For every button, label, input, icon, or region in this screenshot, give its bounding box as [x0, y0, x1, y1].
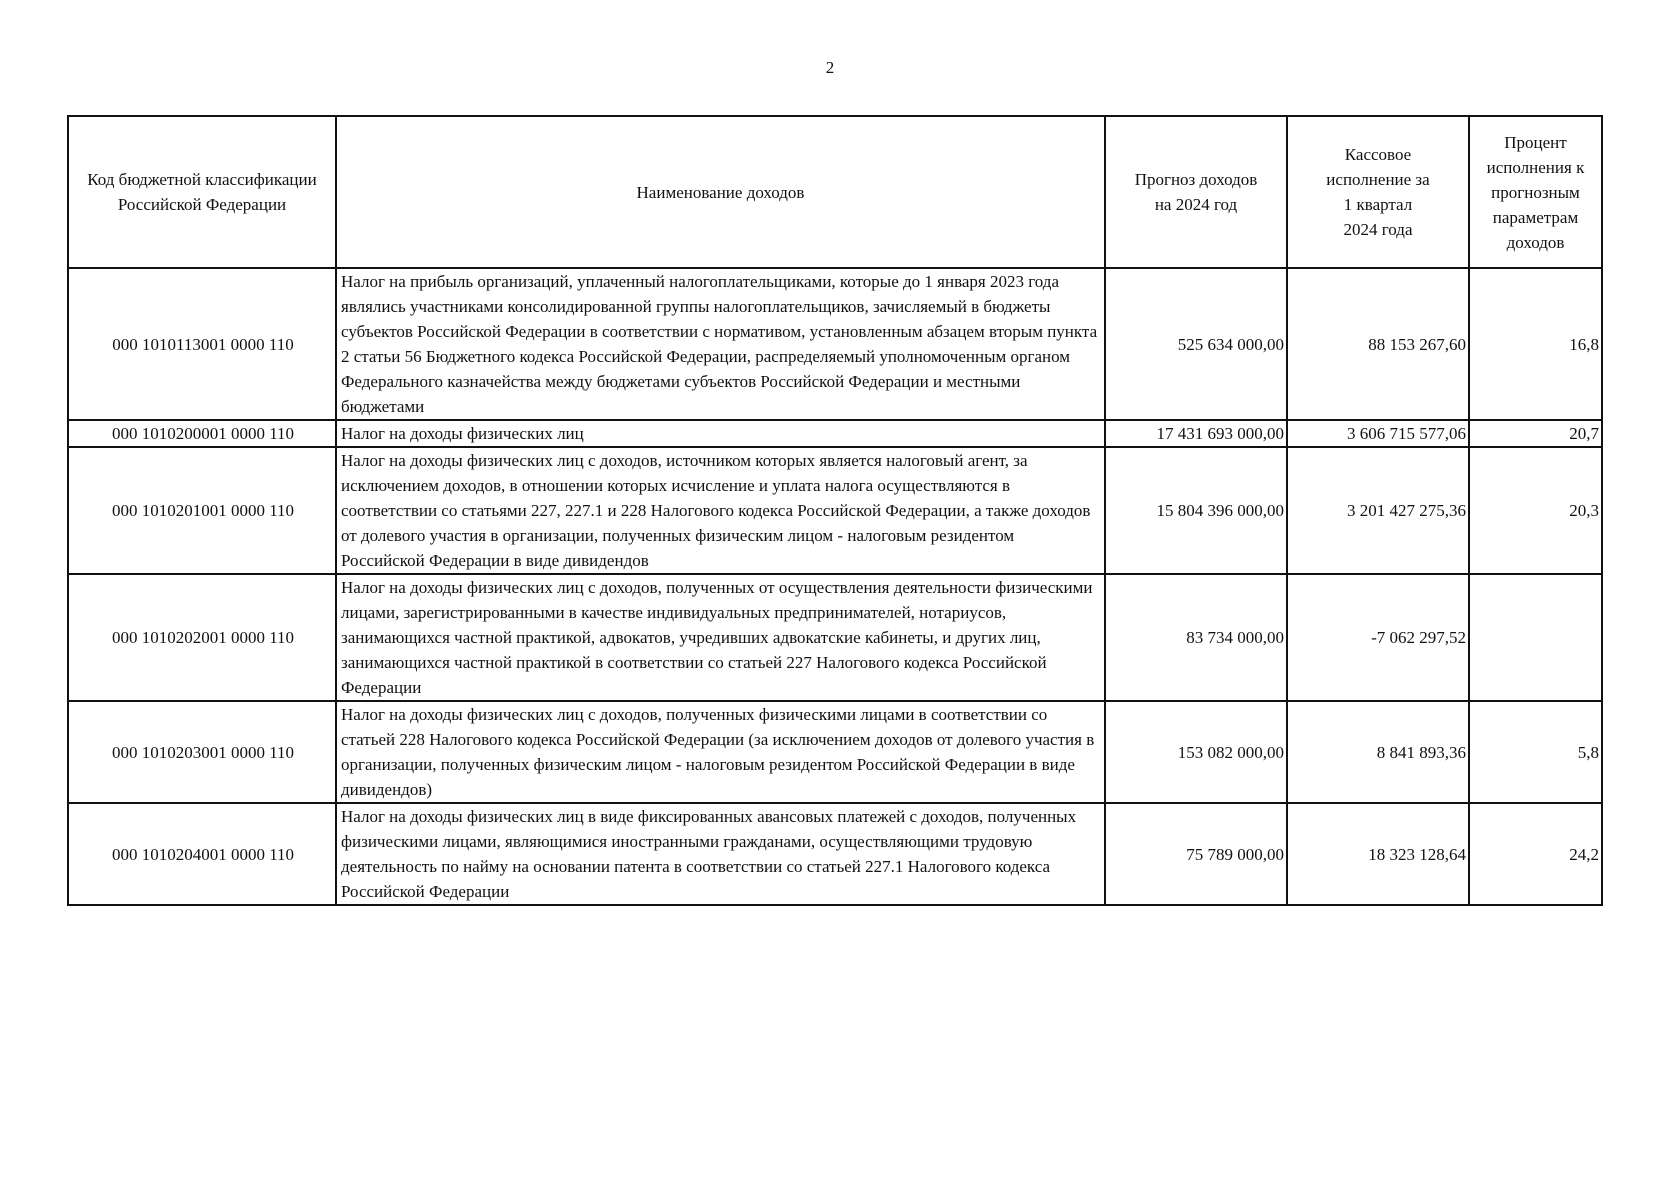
- header-percent: Процент исполнения к прогнозным параметрам доходов: [1469, 116, 1602, 268]
- header-code: Код бюджетной классификации Российской Федерации: [68, 116, 336, 268]
- row-cash: 3 606 715 577,06: [1287, 420, 1469, 447]
- row-code: 000 1010113001 0000 110: [68, 268, 336, 420]
- row-cash: 3 201 427 275,36: [1287, 447, 1469, 574]
- table-row: [68, 803, 1602, 905]
- table-header-row: [68, 116, 1602, 268]
- table-row: [68, 447, 1602, 574]
- table-row: [68, 420, 1602, 447]
- table-row: [68, 268, 1602, 420]
- row-code: 000 1010202001 0000 110: [68, 574, 336, 701]
- row-forecast: 83 734 000,00: [1105, 574, 1287, 701]
- row-name: Налог на прибыль организаций, уплаченный налогоплательщиками, которые до 1 января 2023 года являлись участниками консолидированной группы налогоплательщиков, зачисляемый в бюджеты субъектов Российской Федерации в соответствии с нормативом, установленным абзацем вторым пункта 2 статьи 56 Бюджетного кодекса Российской Федерации, распределяемый уполномоченным органом Федерального казначейства между бюджетами субъектов Российской Федерации и местными бюджетами: [336, 268, 1105, 420]
- row-percent: 20,7: [1469, 420, 1602, 447]
- row-code: 000 1010200001 0000 110: [68, 420, 336, 447]
- row-forecast: 525 634 000,00: [1105, 268, 1287, 420]
- row-percent: 20,3: [1469, 447, 1602, 574]
- table-row: [68, 574, 1602, 701]
- row-percent: 16,8: [1469, 268, 1602, 420]
- row-forecast: 17 431 693 000,00: [1105, 420, 1287, 447]
- row-cash: 18 323 128,64: [1287, 803, 1469, 905]
- row-forecast: 153 082 000,00: [1105, 701, 1287, 803]
- row-name: Налог на доходы физических лиц с доходов, полученных физическими лицами в соответствии со статьей 228 Налогового кодекса Российской Федерации (за исключением доходов от долевого участия в организации, полученных физическим лицом - налоговым резидентом Российской Федерации в виде дивидендов): [336, 701, 1105, 803]
- row-cash: 8 841 893,36: [1287, 701, 1469, 803]
- row-cash: -7 062 297,52: [1287, 574, 1469, 701]
- row-cash: 88 153 267,60: [1287, 268, 1469, 420]
- table-row: [68, 701, 1602, 803]
- row-name: Налог на доходы физических лиц с доходов, полученных от осуществления деятельности физическими лицами, зарегистрированными в качестве индивидуальных предпринимателей, нотариусов, занимающихся частной практикой, адвокатов, учредивших адвокатские кабинеты, и других лиц, занимающихся частной практикой в соответствии со статьей 227 Налогового кодекса Российской Федерации: [336, 574, 1105, 701]
- budget-revenue-table: [67, 115, 1603, 906]
- header-cash: Кассовое исполнение за 1 квартал 2024 года: [1287, 116, 1469, 268]
- row-percent: [1469, 574, 1602, 701]
- row-name: Налог на доходы физических лиц с доходов, источником которых является налоговый агент, за исключением доходов, в отношении которых исчисление и уплата налога осуществляются в соответствии со статьями 227, 227.1 и 228 Налогового кодекса Российской Федерации, а также доходов от долевого участия в организации, полученных физическим лицом - налоговым резидентом Российской Федерации в виде дивидендов: [336, 447, 1105, 574]
- page-number: 2: [825, 58, 835, 77]
- row-percent: 24,2: [1469, 803, 1602, 905]
- row-percent: 5,8: [1469, 701, 1602, 803]
- row-forecast: 15 804 396 000,00: [1105, 447, 1287, 574]
- row-name: Налог на доходы физических лиц: [336, 420, 1105, 447]
- row-forecast: 75 789 000,00: [1105, 803, 1287, 905]
- row-code: 000 1010203001 0000 110: [68, 701, 336, 803]
- header-name: Наименование доходов: [336, 116, 1105, 268]
- row-code: 000 1010201001 0000 110: [68, 447, 336, 574]
- header-forecast: Прогноз доходов на 2024 год: [1105, 116, 1287, 268]
- row-name: Налог на доходы физических лиц в виде фиксированных авансовых платежей с доходов, полученных физическими лицами, являющимися иностранными гражданами, осуществляющими трудовую деятельность по найму на основании патента в соответствии со статьей 227.1 Налогового кодекса Российской Федерации: [336, 803, 1105, 905]
- row-code: 000 1010204001 0000 110: [68, 803, 336, 905]
